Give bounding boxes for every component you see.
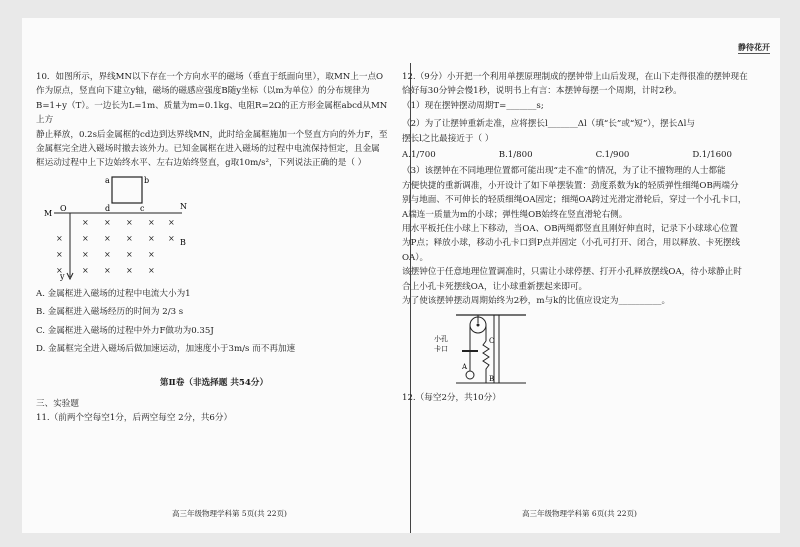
choice-a: A.1/700 xyxy=(402,150,436,161)
label-B-right: B xyxy=(489,374,495,383)
pendulum-figure xyxy=(426,311,546,385)
svg-text:×: × xyxy=(104,217,111,227)
svg-text:×: × xyxy=(82,233,89,243)
svg-text:×: × xyxy=(126,233,133,243)
label-a: a xyxy=(105,175,110,185)
part3-line: （3）该摆钟在不同地理位置都可能出现“走不准”的情况，为了让不擅物理的人士都能 xyxy=(402,166,726,177)
support-post xyxy=(494,315,499,383)
label-hole: 小孔 xyxy=(434,334,448,343)
top-right-caption: 静待花开 xyxy=(738,42,770,52)
part3-line: 合上小孔卡死摆线OA，让小球重新摆起来即可。 xyxy=(402,281,588,292)
label-c: c xyxy=(140,203,145,213)
label-b: b xyxy=(144,175,150,185)
svg-text:×: × xyxy=(56,233,63,243)
q10-line: B=1+y（T）。一边长为L=1m、质量为m=0.1kg、电阻R=2Ω的正方形金属框abcd从MN上方 xyxy=(36,100,388,126)
section-three-heading: 三、实验题 xyxy=(36,398,79,409)
exam-sheet xyxy=(22,18,780,533)
left-footer: 高三年级物理学科第 5页(共 22页) xyxy=(172,509,287,518)
q12-line: 恰好每30分钟会慢1秒，说明书上有言：本摆钟每摆一个周期，计时2秒。 xyxy=(402,86,682,97)
option-c: C. 金属框进入磁场的过程中外力F做功为0.35J xyxy=(36,325,214,336)
label-y: y xyxy=(60,271,65,281)
svg-text:×: × xyxy=(126,217,133,227)
svg-text:×: × xyxy=(56,265,63,275)
q11-heading: 11.（前两个空每空1分，后两空每空 2分，共6分） xyxy=(36,413,233,424)
part3-line: 为了使该摆钟摆动周期始终为2秒，m与k的比值应设定为__________。 xyxy=(402,296,671,307)
label-B: B xyxy=(180,237,186,247)
q12-line: 摆长l之比最接近于（ ） xyxy=(402,133,494,144)
part3-line: 为P点；释放小球，移动小孔卡口到P点并固定（小孔可打开、闭合，用以释放、卡死摆线 xyxy=(402,238,741,249)
choice-c: C.1/900 xyxy=(595,150,630,161)
part3-line: 用水平板托住小球上下移动，当OA、OB两绳都竖直且刚好伸直时，记录下小球球心位置 xyxy=(402,224,738,235)
label-M: M xyxy=(44,208,53,218)
q10-line: 金属框完全进入磁场时撤去该外力。已知金属框在进入磁场的过程中电流保持恒定，且金属 xyxy=(36,144,380,155)
part3-line: 该摆钟位于任意地理位置调准时，只需让小球停摆、打开小孔释放摆线OA，待小球静止时 xyxy=(402,267,742,278)
svg-text:×: × xyxy=(168,217,175,227)
q12-line: 12.（9分）小开把一个利用单摆原理制成的摆钟带上山后发现，在山下走得很准的摆钟现在 xyxy=(402,72,748,82)
q10-line: 10．如图所示，界线MN以下存在一个方向水平的磁场（垂直于纸面向里），取MN上一点O xyxy=(36,72,384,82)
pendulum-ball xyxy=(466,371,474,379)
part-two-heading: 第Ⅱ卷（非选择题 共54分） xyxy=(159,378,269,389)
svg-text:×: × xyxy=(148,233,155,243)
label-card: 卡口 xyxy=(434,344,448,353)
option-d: D. 金属框完全进入磁场后做加速运动，加速度小于3m/s 而不再加速 xyxy=(36,344,296,355)
right-footer: 高三年级物理学科第 6页(共 22页) xyxy=(522,509,637,518)
q10-line: 作为原点，竖直向下建立y轴，磁场的磁感应强度B随y坐标（以m为单位）的分布规律为 xyxy=(36,86,370,97)
svg-text:×: × xyxy=(168,233,175,243)
svg-text:×: × xyxy=(148,265,155,275)
svg-text:×: × xyxy=(82,217,89,227)
pulley-axle xyxy=(477,323,480,326)
part3-line: 别与地面、不可伸长的轻质细绳OA固定；细绳OA跨过光滑定滑轮后，穿过一个小孔卡口， xyxy=(402,195,747,206)
svg-text:×: × xyxy=(82,265,89,275)
svg-text:×: × xyxy=(126,265,133,275)
field-crosses xyxy=(56,218,175,275)
svg-text:×: × xyxy=(104,265,111,275)
svg-text:×: × xyxy=(104,233,111,243)
left-column xyxy=(36,70,392,426)
q12-line: （2）为了让摆钟重新走准，应将摆长l_______Δl（填“长”或“短”），摆长Δl与 xyxy=(402,119,695,130)
choice-d: D.1/1600 xyxy=(692,150,732,161)
label-N: N xyxy=(180,201,187,211)
q12b-heading: 12.（每空2分，共10分） xyxy=(402,392,501,403)
choice-b: B.1/800 xyxy=(498,150,533,161)
part3-line: OA）。 xyxy=(402,252,429,263)
right-column xyxy=(402,70,764,405)
magnetic-field-figure xyxy=(42,173,192,283)
q10-line: 静止释放，0.2s后金属框的cd边到达界线MN，此时给金属框施加一个竖直方向的外力F，至 xyxy=(36,129,388,140)
label-O-right: O xyxy=(489,336,495,345)
q12-line: （1）现在摆钟摆动周期T=_______s; xyxy=(402,100,544,111)
svg-text:×: × xyxy=(82,249,89,259)
svg-text:×: × xyxy=(148,217,155,227)
q10-line: 框运动过程中上下边始终水平、左右边始终竖直，g取10m/s²，下列说法正确的是（ ） xyxy=(36,158,367,169)
choice-row xyxy=(402,148,732,162)
option-a: A. 金属框进入磁场的过程中电流大小为1 xyxy=(36,288,191,299)
part3-line: 方便快捷的重新调准，小开设计了如下单摆装置：劲度系数为k的轻质弹性细绳OB两端分 xyxy=(402,180,739,191)
part3-line: A端连一质量为m的小球；弹性绳OB始终在竖直滑轮右侧。 xyxy=(402,209,628,220)
label-d: d xyxy=(105,203,111,213)
metal-frame xyxy=(112,177,142,203)
svg-text:×: × xyxy=(56,249,63,259)
label-O: O xyxy=(60,203,67,213)
option-b: B. 金属框进入磁场经历的时间为 2/3 s xyxy=(36,307,184,318)
svg-text:×: × xyxy=(104,249,111,259)
svg-text:×: × xyxy=(126,249,133,259)
label-A-right: A xyxy=(462,362,468,371)
svg-text:×: × xyxy=(148,249,155,259)
